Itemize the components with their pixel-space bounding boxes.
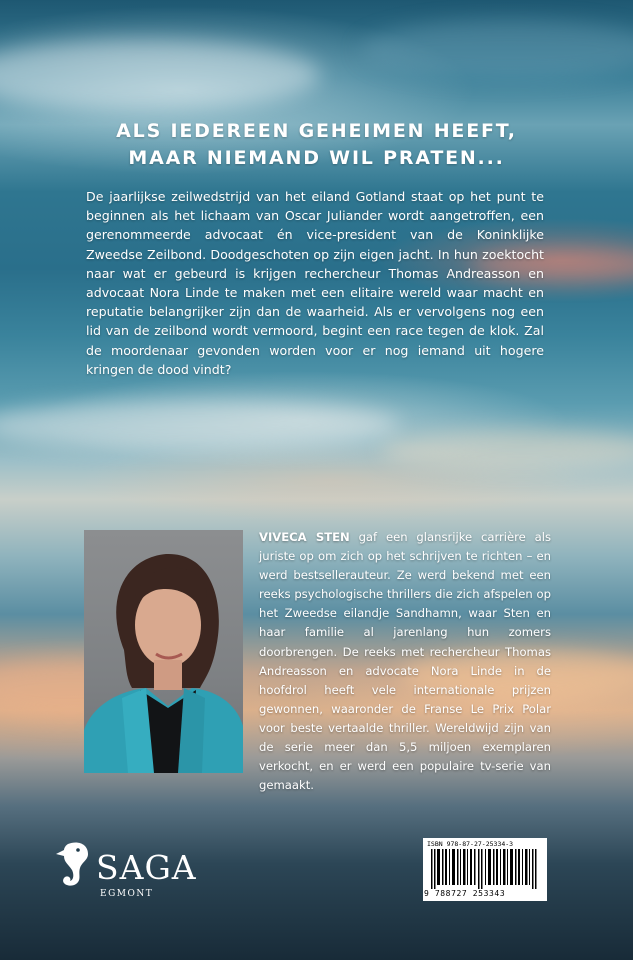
publisher-logo <box>54 838 197 910</box>
author-name: VIVECA STEN <box>259 530 350 544</box>
barcode-number: 9 788727 253343 <box>424 889 506 898</box>
barcode-bars <box>431 849 539 889</box>
author-photo <box>84 530 243 773</box>
cloud-decoration <box>0 40 320 110</box>
author-bio-text: gaf een glansrijke carrière als juriste op om zich op het schrijven te richten – en werd bestsellerauteur. Ze werd bekend met een reeks psychologische thrillers die zich afspelen op het Zweedse eilandje Sandhamn, waar Sten en haar familie al jarenlang hun zomers doorbrengen. De reeks met rechercheur Thomas Andreasson en advocate Nora Linde in de hoofdrol heeft vele internationale prijzen gewonnen, waaronder de Franse Le Prix Polar voor beste vertaalde thriller. Wereldwijd zijn van de serie meer dan 5,5 miljoen exemplaren verkocht, en er werd een populaire tv-serie van gemaakt. <box>259 530 551 793</box>
book-blurb: De jaarlijkse zeilwedstrijd van het eiland Gotland staat op het punt te beginnen als het lichaam van Oscar Juliander wordt aangetroffen, een gerenommeerde advocaat én vice-president van de Koninklijke Zweedse Zeilbond. Doodgeschoten op zijn eigen jacht. In hun zoektocht naar wat er gebeurd is krijgen rechercheur Thomas Andreasson en advocaat Nora Linde te maken met een elitaire wereld waar macht en reputatie belangrijker zijn dan de waarheid. Als er vervolgens nog een lid van de zeilbond wordt vermoord, begint een race tegen de klok. Zal de moordenaar gevonden worden voor er nog iemand uit hogere kringen de dood vindt? <box>86 189 544 377</box>
cloud-decoration <box>0 400 400 450</box>
tagline-line-1: ALS IEDEREEN GEHEIMEN HEEFT, <box>116 120 517 142</box>
seahorse-icon <box>54 840 96 888</box>
publisher-imprint: EGMONT <box>100 889 154 899</box>
author-bio <box>259 528 551 795</box>
cloud-decoration <box>360 20 633 80</box>
tagline-line-2: MAAR NIEMAND WIL PRATEN... <box>128 147 505 169</box>
publisher-name: SAGA <box>96 848 197 887</box>
author-portrait-illustration <box>84 530 243 773</box>
cloud-decoration <box>380 430 633 470</box>
tagline <box>0 118 633 172</box>
isbn-label: ISBN 978-87-27-25334-3 <box>427 840 514 848</box>
isbn-barcode <box>423 838 547 901</box>
